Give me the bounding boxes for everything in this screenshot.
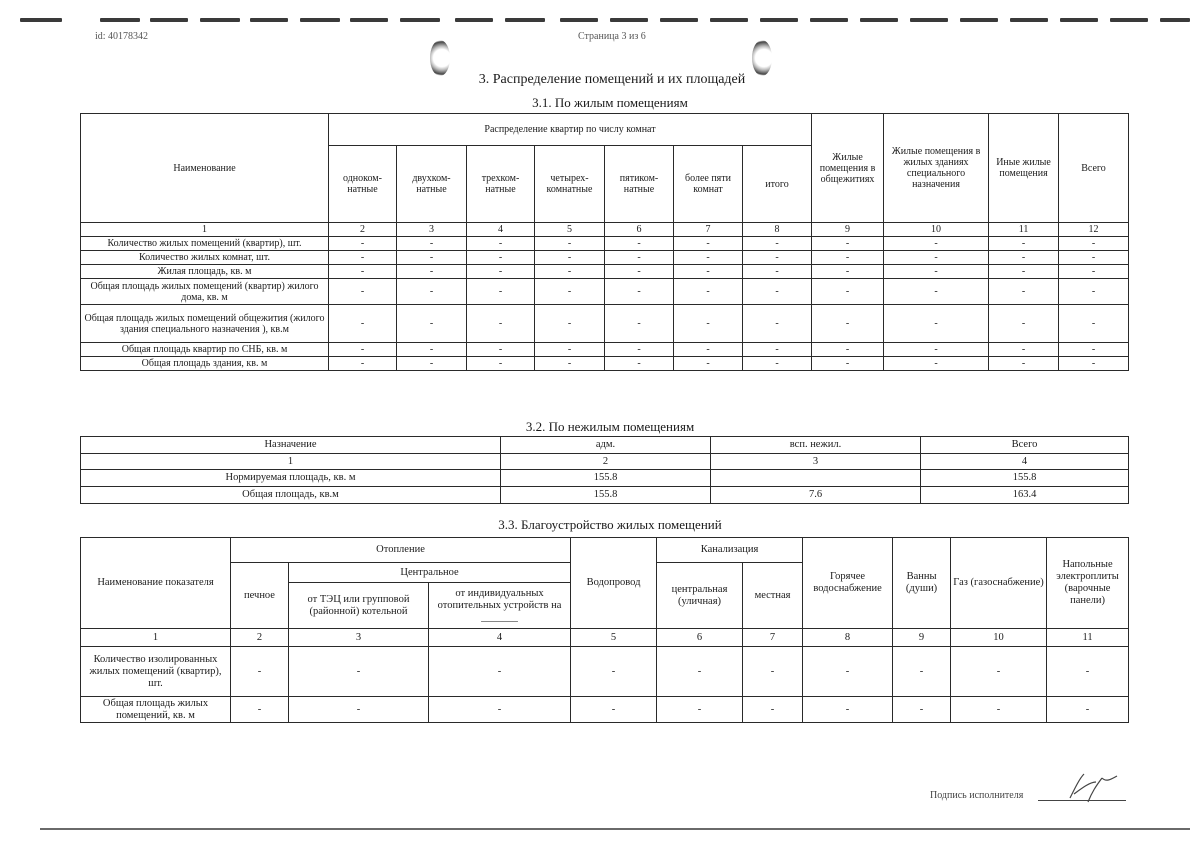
total-header: Всего	[921, 437, 1129, 454]
cell-value: -	[1059, 279, 1129, 305]
col-number: 11	[989, 223, 1059, 237]
cell-value: -	[884, 305, 989, 343]
cell-value: -	[231, 697, 289, 723]
rooms-1-header: одноком-натные	[329, 146, 397, 223]
cell-value: -	[884, 237, 989, 251]
cell-value: -	[884, 265, 989, 279]
water-supply-header: Водопровод	[571, 538, 657, 629]
col-number: 1	[81, 454, 501, 470]
col-number: 11	[1047, 629, 1129, 647]
row-label: Общая площадь здания, кв. м	[81, 357, 329, 371]
other-residential-header: Иные жилые помещения	[989, 114, 1059, 223]
punch-hole-left	[430, 40, 450, 76]
cell-value: -	[535, 237, 605, 251]
cell-value: -	[397, 357, 467, 371]
cell-value: -	[605, 237, 674, 251]
table-row	[81, 470, 1129, 487]
cell-value: -	[812, 305, 884, 343]
col-number: 3	[289, 629, 429, 647]
cell-value: -	[429, 697, 571, 723]
col-number: 10	[884, 223, 989, 237]
cell-value: -	[989, 251, 1059, 265]
row-label: Общая площадь жилых помещений, кв. м	[81, 697, 231, 723]
cell-value: -	[812, 357, 884, 371]
col-number: 8	[743, 223, 812, 237]
cell-value: -	[329, 305, 397, 343]
cell-value: -	[1059, 237, 1129, 251]
residential-table	[80, 113, 1129, 371]
cell-value: -	[231, 647, 289, 697]
cell-value: -	[812, 343, 884, 357]
dormitory-header: Жилые помещения в общежитиях	[812, 114, 884, 223]
district-heating-header: от ТЭЦ или групповой (районной) котельной	[289, 583, 429, 629]
row-label: Нормируемая площадь, кв. м	[81, 470, 501, 487]
local-sewer-header: местная	[743, 563, 803, 629]
indicator-name-header: Наименование показателя	[81, 538, 231, 629]
cell-value: 155.8	[501, 487, 711, 504]
cell-value: -	[1059, 343, 1129, 357]
cell-value: -	[329, 237, 397, 251]
col-number: 9	[812, 223, 884, 237]
cell-value: -	[329, 357, 397, 371]
cell-value: -	[812, 265, 884, 279]
admin-header: адм.	[501, 437, 711, 454]
col-number: 2	[501, 454, 711, 470]
cell-value: -	[571, 647, 657, 697]
signature-mark	[1062, 768, 1122, 808]
cell-value: -	[1059, 265, 1129, 279]
col-number: 7	[674, 223, 743, 237]
row-label: Количество жилых помещений (квартир), шт.	[81, 237, 329, 251]
cell-value: -	[1059, 357, 1129, 371]
col-number: 5	[535, 223, 605, 237]
central-sewer-header: центральная (уличная)	[657, 563, 743, 629]
cell-value: -	[467, 237, 535, 251]
cell-value: -	[397, 279, 467, 305]
cell-value: -	[535, 343, 605, 357]
table-row	[81, 357, 1129, 371]
cell-value: -	[429, 647, 571, 697]
cell-value: -	[951, 647, 1047, 697]
table3-title: 3.3. Благоустройство жилых помещений	[498, 517, 722, 532]
cell-value: -	[989, 237, 1059, 251]
section-title: 3. Распределение помещений и их площадей	[478, 72, 746, 87]
cell-value: -	[397, 265, 467, 279]
cell-value: -	[467, 251, 535, 265]
central-heating-header: Центральное	[289, 563, 571, 583]
table-row	[81, 647, 1129, 697]
cell-value: -	[605, 343, 674, 357]
cell-value: -	[884, 343, 989, 357]
cell-value: -	[951, 697, 1047, 723]
cell-value: -	[535, 251, 605, 265]
rooms-5-header: пятиком-натные	[605, 146, 674, 223]
cell-value: -	[329, 265, 397, 279]
col-number: 4	[467, 223, 535, 237]
cell-value: -	[989, 305, 1059, 343]
cell-value: -	[535, 357, 605, 371]
cell-value: -	[812, 251, 884, 265]
cell-value: -	[743, 265, 812, 279]
cell-value: -	[803, 647, 893, 697]
cell-value: -	[743, 237, 812, 251]
cell-value: -	[329, 279, 397, 305]
cell-value: -	[884, 279, 989, 305]
col-number: 8	[803, 629, 893, 647]
cell-value	[711, 470, 921, 487]
col-number: 3	[397, 223, 467, 237]
col-number: 4	[429, 629, 571, 647]
cell-value: -	[397, 237, 467, 251]
cell-value: -	[467, 279, 535, 305]
cell-value: -	[989, 343, 1059, 357]
table2-title: 3.2. По нежилым помещениям	[525, 419, 695, 434]
page-number: Страница 3 из 6	[578, 31, 646, 42]
cell-value: -	[329, 251, 397, 265]
auxiliary-header: всп. нежил.	[711, 437, 921, 454]
cell-value: -	[657, 647, 743, 697]
cell-value: -	[674, 237, 743, 251]
rooms-3-header: трехком-натные	[467, 146, 535, 223]
col-number: 1	[81, 629, 231, 647]
punch-hole-right	[752, 40, 772, 76]
cell-value: -	[893, 697, 951, 723]
row-label: Общая площадь квартир по СНБ, кв. м	[81, 343, 329, 357]
cell-value: -	[289, 697, 429, 723]
cell-value: -	[1047, 697, 1129, 723]
heating-header: Отопление	[231, 538, 571, 563]
table-row	[81, 343, 1129, 357]
table-row	[81, 487, 1129, 504]
table-row	[81, 279, 1129, 305]
rooms-4-header: четырех-комнатные	[535, 146, 605, 223]
cell-value: -	[605, 305, 674, 343]
special-purpose-header: Жилые помещения в жилых зданиях специального назначения	[884, 114, 989, 223]
cell-value: -	[743, 647, 803, 697]
cell-value: -	[605, 251, 674, 265]
cell-value: -	[884, 251, 989, 265]
col-number: 9	[893, 629, 951, 647]
cell-value: -	[989, 357, 1059, 371]
col-number: 1	[81, 223, 329, 237]
cell-value: -	[803, 697, 893, 723]
cell-value: -	[812, 237, 884, 251]
cell-value: -	[743, 279, 812, 305]
row-label: Жилая площадь, кв. м	[81, 265, 329, 279]
cell-value: -	[397, 251, 467, 265]
cell-value: -	[743, 343, 812, 357]
baths-header: Ванны (души)	[893, 538, 951, 629]
floor-stoves-header: Напольные электроплиты (варочные панели)	[1047, 538, 1129, 629]
cell-value: -	[1059, 251, 1129, 265]
cell-value: -	[989, 279, 1059, 305]
col-number: 2	[231, 629, 289, 647]
cell-value: -	[743, 357, 812, 371]
col-number: 10	[951, 629, 1047, 647]
col-number: 6	[657, 629, 743, 647]
cell-value: -	[893, 647, 951, 697]
sewerage-header: Канализация	[657, 538, 803, 563]
cell-value: -	[467, 265, 535, 279]
cell-value: -	[605, 265, 674, 279]
column-numbers-row	[81, 223, 1129, 237]
total-header: Всего	[1059, 114, 1129, 223]
rooms-total-header: итого	[743, 146, 812, 223]
cell-value: 163.4	[921, 487, 1129, 504]
cell-value: -	[674, 305, 743, 343]
amenities-table	[80, 537, 1129, 723]
cell-value: -	[289, 647, 429, 697]
col-number: 4	[921, 454, 1129, 470]
cell-value: -	[674, 279, 743, 305]
nonresidential-table	[80, 436, 1129, 504]
purpose-header: Назначение	[81, 437, 501, 454]
table-row	[81, 265, 1129, 279]
cell-value: -	[1059, 305, 1129, 343]
col-number: 12	[1059, 223, 1129, 237]
cell-value: -	[989, 265, 1059, 279]
cell-value: -	[743, 697, 803, 723]
cell-value: -	[605, 357, 674, 371]
cell-value: -	[467, 305, 535, 343]
col-name-header: Наименование	[81, 114, 329, 223]
cell-value: -	[1047, 647, 1129, 697]
cell-value: -	[329, 343, 397, 357]
cell-value: -	[674, 357, 743, 371]
table-row	[81, 697, 1129, 723]
cell-value: -	[657, 697, 743, 723]
table-row	[81, 305, 1129, 343]
document-id: id: 40178342	[95, 31, 149, 42]
table-row	[81, 251, 1129, 265]
stove-heating-header: печное	[231, 563, 289, 629]
col-number: 5	[571, 629, 657, 647]
row-label: Общая площадь, кв.м	[81, 487, 501, 504]
row-label: Количество жилых комнат, шт.	[81, 251, 329, 265]
cell-value: -	[467, 357, 535, 371]
cell-value: -	[884, 357, 989, 371]
cell-value: -	[535, 279, 605, 305]
room-distribution-header: Распределение квартир по числу комнат	[329, 114, 812, 146]
cell-value: -	[674, 265, 743, 279]
row-label: Количество изолированных жилых помещений (квартир), шт.	[81, 647, 231, 697]
rooms-more-header: более пяти комнат	[674, 146, 743, 223]
cell-value: -	[674, 251, 743, 265]
cell-value: -	[397, 343, 467, 357]
cell-value: -	[535, 265, 605, 279]
cell-value: -	[743, 251, 812, 265]
cell-value: 155.8	[921, 470, 1129, 487]
cell-value: -	[605, 279, 674, 305]
col-number: 7	[743, 629, 803, 647]
cell-value: -	[467, 343, 535, 357]
row-label: Общая площадь жилых помещений общежития (жилого здания специального назначения ), кв.м	[81, 305, 329, 343]
rooms-2-header: двухком-натные	[397, 146, 467, 223]
hot-water-header: Горячее водоснабжение	[803, 538, 893, 629]
col-number: 2	[329, 223, 397, 237]
signature-label: Подпись исполнителя	[930, 790, 1024, 801]
table1-title: 3.1. По жилым помещениям	[532, 95, 688, 110]
cell-value: -	[743, 305, 812, 343]
cell-value: -	[571, 697, 657, 723]
col-number: 6	[605, 223, 674, 237]
cell-value: -	[397, 305, 467, 343]
cell-value: 155.8	[501, 470, 711, 487]
row-label: Общая площадь жилых помещений (квартир) жилого дома, кв. м	[81, 279, 329, 305]
cell-value: 7.6	[711, 487, 921, 504]
cell-value: -	[674, 343, 743, 357]
individual-heating-header: от индивидуальных отопительных устройств на _______	[429, 583, 571, 629]
cell-value: -	[812, 279, 884, 305]
bottom-rule	[40, 828, 1190, 830]
cell-value: -	[535, 305, 605, 343]
perforation-dashes	[0, 18, 1200, 28]
col-number: 3	[711, 454, 921, 470]
gas-header: Газ (газоснабжение)	[951, 538, 1047, 629]
table-row	[81, 237, 1129, 251]
